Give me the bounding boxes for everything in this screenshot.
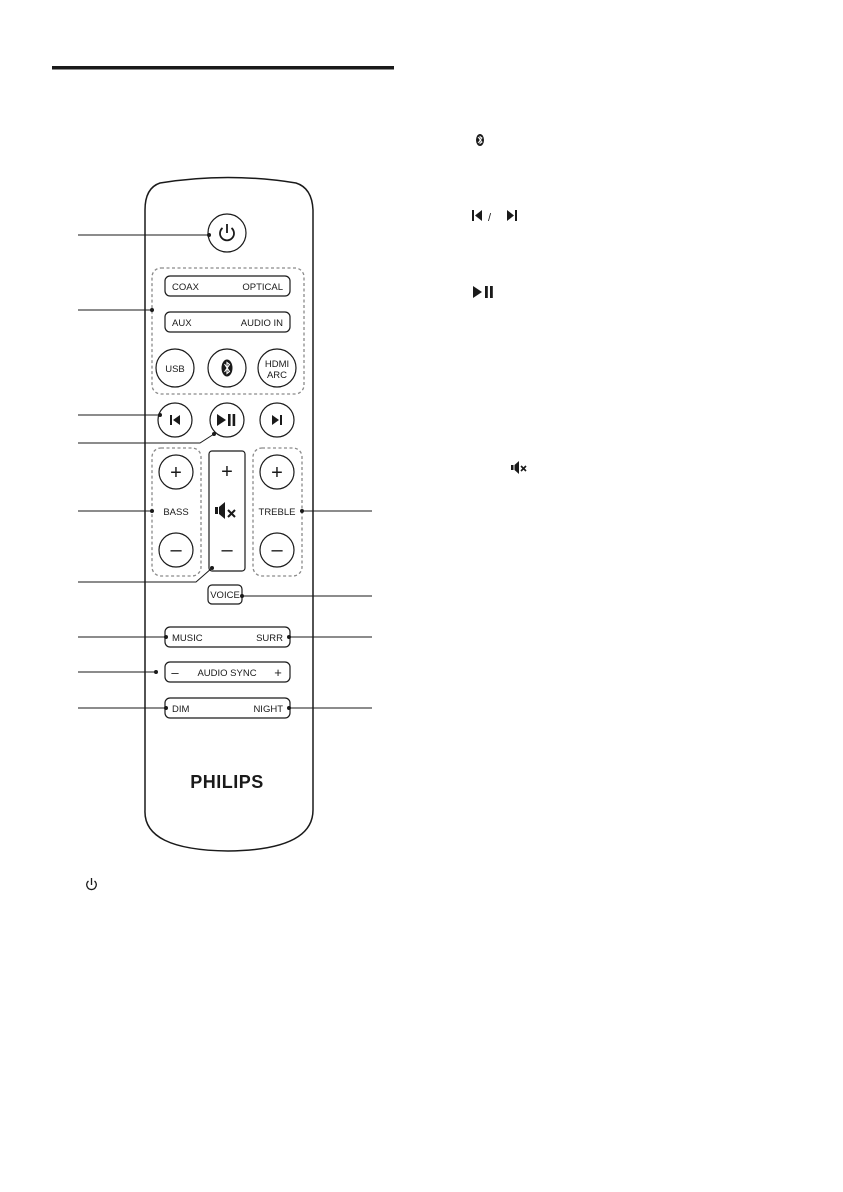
bass-minus-label: – [170,539,182,561]
next-button[interactable] [260,403,294,437]
volume-minus-label: – [221,539,233,561]
volume-plus-label: + [221,461,233,483]
treble-minus-button[interactable] [260,533,294,567]
optical-label: OPTICAL [242,282,283,293]
power-icon [87,878,97,890]
treble-plus-label: + [271,462,283,484]
surr-label: SURR [256,633,283,644]
bluetooth-button[interactable] [208,349,246,387]
aux-label: AUX [172,318,192,329]
bass-label: BASS [163,507,189,518]
bass-plus-button[interactable] [159,455,193,489]
audio-sync-label: AUDIO SYNC [197,668,257,679]
usb-button[interactable] [156,349,194,387]
dim-night-bar[interactable] [165,698,290,718]
usb-label: USB [165,364,185,375]
bass-plus-label: + [170,462,182,484]
audio-sync-minus-label: – [171,665,179,680]
dim-label: DIM [172,704,190,715]
audio-in-label: AUDIO IN [240,318,283,329]
music-surr-bar[interactable] [165,627,290,647]
music-label: MUSIC [172,633,203,644]
volume-rocker[interactable] [209,451,245,571]
slash-separator: / [488,212,492,224]
arc-label: ARC [266,370,288,381]
audio-sync-plus-label: + [274,665,282,680]
mute-icon [511,461,526,474]
coax-optical-bar[interactable] [165,276,290,296]
treble-label: TREBLE [258,507,296,518]
next-icon [507,210,517,221]
heading-rule [52,66,394,70]
voice-button[interactable] [208,585,242,604]
treble-plus-button[interactable] [260,455,294,489]
audio-sync-bar[interactable] [165,662,290,682]
aux-audio-in-bar[interactable] [165,312,290,332]
night-label: NIGHT [253,704,283,715]
hdmi-label: HDMI [264,359,290,370]
brand-logo: PHILIPS [190,772,264,792]
voice-label: VOICE [210,590,240,601]
power-button[interactable] [208,214,246,252]
hdmi-arc-button[interactable] [258,349,296,387]
play-pause-button[interactable] [210,403,244,437]
bass-minus-button[interactable] [159,533,193,567]
bluetooth-icon [222,360,233,377]
play-pause-icon [473,286,493,298]
coax-label: COAX [172,282,199,293]
previous-button[interactable] [158,403,192,437]
treble-minus-label: – [271,539,283,561]
previous-icon [472,210,482,221]
bluetooth-icon [476,134,484,146]
